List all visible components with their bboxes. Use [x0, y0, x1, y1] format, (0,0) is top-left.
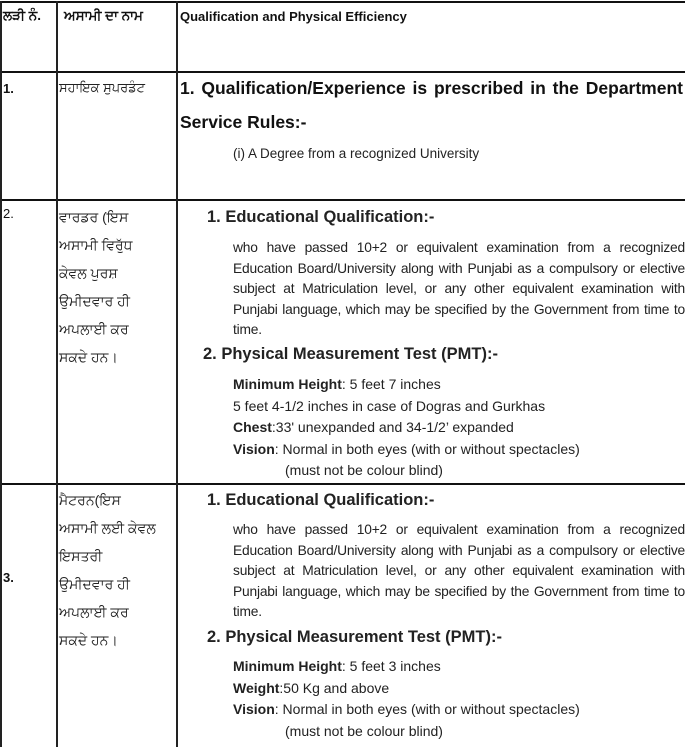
- vision: [233, 699, 683, 721]
- weight-value: :50 Kg and above: [279, 679, 390, 696]
- qualification-item: (i) A Degree from a recognized University: [233, 146, 480, 161]
- row-divider: [0, 199, 685, 201]
- post-name: [59, 486, 156, 654]
- vision: [233, 439, 683, 461]
- min-height-label: Minimum Height: [233, 658, 342, 674]
- column-divider: [56, 1, 58, 747]
- educational-qualification-heading: 1. Educational Qualification:-: [207, 208, 435, 226]
- vision-label: Vision: [233, 701, 275, 717]
- post-name-line: ਸਕਦੇ ਹਨ।: [59, 349, 118, 365]
- post-name-line: ਅਸਾਮੀ ਲਈ ਕੇਵਲ: [59, 520, 156, 536]
- min-height-value: : 5 feet 7 inches: [341, 376, 441, 392]
- post-name-line: ਵਾਰਡਰ (ਇਸ: [59, 209, 129, 225]
- min-height: [233, 656, 683, 678]
- vision-label: Vision: [233, 440, 275, 457]
- post-name-line: ਅਸਾਮੀ ਵਿਰੁੱਧ: [59, 237, 133, 253]
- chest-value: :33' unexpanded and 34-1/2’ expanded: [271, 419, 514, 435]
- header-qualification: Qualification and Physical Efficiency: [180, 9, 407, 24]
- serial-number: 2.: [3, 206, 14, 221]
- pmt-heading: 2. Physical Measurement Test (PMT):-: [203, 345, 498, 363]
- pmt-details: [233, 656, 683, 742]
- header-post-name: ਅਸਾਮੀ ਦਾ ਨਾਮ: [64, 8, 143, 23]
- educational-qualification-heading: 1. Educational Qualification:-: [207, 491, 435, 509]
- serial-number: 3.: [3, 570, 14, 585]
- educational-qualification-text: who have passed 10+2 or equivalent examination from a recognized Education Board/University along with Punjabi as a compulsory or elective subject at Matriculation level, or any other equivalent examination with Punjabi language, which may be specified by the Government from time to time.: [233, 522, 685, 620]
- weight: [233, 678, 683, 700]
- chest: [233, 417, 683, 439]
- post-name-line: ਕੇਵਲ ਪੁਰਸ਼: [59, 265, 118, 281]
- pmt-heading: 2. Physical Measurement Test (PMT):-: [207, 628, 502, 646]
- post-name-line: ਅਪਲਾਈ ਕਰ: [59, 604, 129, 620]
- min-height-label: Minimum Height: [233, 376, 342, 392]
- pmt-details: [233, 374, 683, 482]
- post-name: [59, 203, 132, 371]
- header-serial-no: ਲੜੀ ਨੰ.: [3, 8, 41, 23]
- educational-qualification-text: who have passed 10+2 or equivalent examination from a recognized Education Board/University along with Punjabi as a compulsory or elective subject at Matriculation level, or any other equivalent examination with Punjabi language, which may be specified by the Government from time to time.: [233, 240, 685, 338]
- vision-note: (must not be colour blind): [285, 462, 443, 478]
- post-name-line: ਉਮੀਦਵਾਰ ਹੀ: [59, 576, 130, 592]
- post-name-line: ਇਸਤਰੀ: [59, 548, 103, 564]
- vision-note: (must not be colour blind): [285, 722, 443, 739]
- post-name-line: ਅਪਲਾਈ ਕਰ: [59, 321, 129, 337]
- serial-number: 1.: [3, 81, 14, 96]
- table-border-top: [0, 1, 685, 3]
- post-name-line: ਸਕਦੇ ਹਨ।: [59, 632, 118, 648]
- qualification-heading: 1. Qualification/Experience is prescribed in the Department Service Rules:-: [180, 78, 683, 132]
- min-height: [233, 374, 683, 396]
- column-divider: [176, 1, 178, 747]
- post-name-line: ਮੈਟਰਨ(ਇਸ: [59, 492, 121, 508]
- chest-label: Chest: [233, 419, 272, 435]
- vision-value: : Normal in both eyes (with or without spectacles): [274, 701, 580, 717]
- vision-value: : Normal in both eyes (with or without spectacles): [274, 440, 580, 457]
- column-divider: [0, 1, 2, 747]
- post-name-line: ਉਮੀਦਵਾਰ ਹੀ: [59, 293, 130, 309]
- height-note: 5 feet 4-1/2 inches in case of Dogras and Gurkhas: [233, 397, 546, 414]
- min-height-value: : 5 feet 3 inches: [341, 658, 441, 674]
- row-divider: [0, 483, 685, 485]
- post-name: ਸਹਾਇਕ ਸੁਪਰਡੰਟ: [59, 80, 146, 95]
- weight-label: Weight: [233, 679, 280, 696]
